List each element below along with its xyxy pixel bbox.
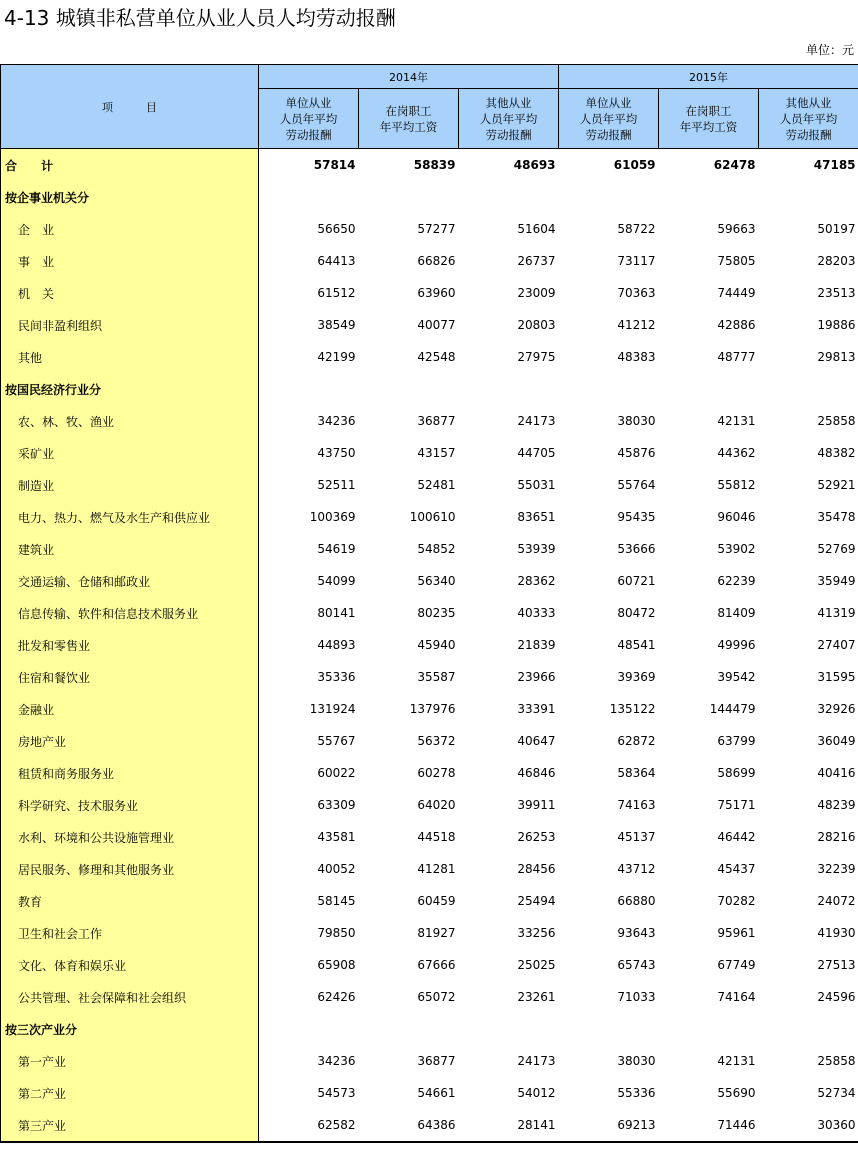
value-cell: 54099 bbox=[317, 574, 356, 588]
table-row bbox=[1, 885, 858, 917]
table-row bbox=[1, 533, 858, 565]
table-row bbox=[1, 981, 858, 1013]
value-cell: 42886 bbox=[717, 318, 756, 332]
value-cell: 42131 bbox=[717, 1054, 756, 1068]
value-cell: 74449 bbox=[717, 286, 756, 300]
row-label-cell bbox=[1, 309, 259, 341]
row-label: 金融业 bbox=[18, 702, 55, 717]
value-cell: 39542 bbox=[717, 670, 756, 684]
value-cell: 23261 bbox=[517, 990, 556, 1004]
value-cell: 65072 bbox=[417, 990, 456, 1004]
year-header-2014: 2014年 bbox=[259, 65, 559, 89]
row-label: 住宿和餐饮业 bbox=[18, 670, 91, 685]
value-cell: 28456 bbox=[517, 862, 556, 876]
value-cell bbox=[259, 181, 359, 213]
value-cell: 39911 bbox=[517, 798, 556, 812]
page-title: 4-13 城镇非私营单位从业人员人均劳动报酬 bbox=[4, 6, 396, 30]
value-cell: 46846 bbox=[517, 766, 556, 780]
value-cell bbox=[359, 1013, 459, 1045]
value-cell: 57814 bbox=[313, 158, 356, 172]
value-cell: 63799 bbox=[717, 734, 756, 748]
value-cell: 100369 bbox=[309, 510, 356, 524]
row-label-cell bbox=[1, 149, 259, 182]
value-cell: 23009 bbox=[517, 286, 556, 300]
value-cell: 27975 bbox=[517, 350, 556, 364]
value-cell: 35587 bbox=[417, 670, 456, 684]
value-cell: 60721 bbox=[617, 574, 656, 588]
value-cell: 52734 bbox=[817, 1086, 856, 1100]
row-label: 民间非盈利组织 bbox=[18, 318, 103, 333]
row-label-cell bbox=[1, 885, 259, 917]
value-cell bbox=[459, 1013, 559, 1045]
table-row bbox=[1, 693, 858, 725]
value-cell: 48382 bbox=[817, 446, 856, 460]
value-cell: 40416 bbox=[817, 766, 856, 780]
value-cell: 21839 bbox=[517, 638, 556, 652]
table-row bbox=[1, 1045, 858, 1077]
value-cell: 62872 bbox=[617, 734, 656, 748]
value-cell: 71446 bbox=[659, 1109, 759, 1142]
value-cell: 23513 bbox=[817, 286, 856, 300]
table-row bbox=[1, 437, 858, 469]
table-row bbox=[1, 821, 858, 853]
value-cell: 48777 bbox=[717, 350, 756, 364]
value-cell: 137976 bbox=[409, 702, 456, 716]
value-cell: 24173 bbox=[517, 1054, 556, 1068]
row-label: 合 计 bbox=[5, 158, 54, 173]
value-cell: 45437 bbox=[717, 862, 756, 876]
value-cell: 31595 bbox=[817, 670, 856, 684]
value-cell: 44362 bbox=[717, 446, 756, 460]
total-row bbox=[1, 149, 858, 182]
table-row bbox=[1, 725, 858, 757]
value-cell: 50197 bbox=[817, 222, 856, 236]
value-cell: 52769 bbox=[817, 542, 856, 556]
value-cell: 73117 bbox=[617, 254, 656, 268]
row-label-cell bbox=[1, 1045, 259, 1077]
row-label-cell bbox=[1, 277, 259, 309]
row-label-cell bbox=[1, 501, 259, 533]
table-row bbox=[1, 469, 858, 501]
section-row bbox=[1, 373, 858, 405]
value-cell: 100610 bbox=[409, 510, 456, 524]
value-cell bbox=[559, 181, 659, 213]
value-cell: 55767 bbox=[317, 734, 356, 748]
row-label: 农、林、牧、渔业 bbox=[18, 414, 115, 429]
value-cell: 81409 bbox=[717, 606, 756, 620]
value-cell: 25858 bbox=[817, 414, 856, 428]
value-cell: 34236 bbox=[317, 1054, 356, 1068]
row-label-cell bbox=[1, 725, 259, 757]
col-header-avg-compensation: 单位从业 人员年平均 劳动报酬 bbox=[559, 89, 659, 149]
value-cell: 33256 bbox=[517, 926, 556, 940]
value-cell: 53939 bbox=[517, 542, 556, 556]
value-cell: 55031 bbox=[517, 478, 556, 492]
row-label-cell bbox=[1, 245, 259, 277]
table-row bbox=[1, 1077, 858, 1109]
year-header-2015: 2015年 bbox=[559, 65, 858, 89]
value-cell: 58699 bbox=[717, 766, 756, 780]
value-cell: 24596 bbox=[817, 990, 856, 1004]
value-cell: 40333 bbox=[517, 606, 556, 620]
table-row bbox=[1, 597, 858, 629]
value-cell: 28203 bbox=[817, 254, 856, 268]
row-label-cell bbox=[1, 341, 259, 373]
value-cell bbox=[759, 373, 858, 405]
row-label: 科学研究、技术服务业 bbox=[18, 798, 139, 813]
value-cell: 64386 bbox=[359, 1109, 459, 1142]
row-label: 信息传输、软件和信息技术服务业 bbox=[18, 606, 199, 621]
value-cell bbox=[559, 1013, 659, 1045]
value-cell bbox=[659, 1013, 759, 1045]
value-cell: 67666 bbox=[417, 958, 456, 972]
value-cell: 44518 bbox=[417, 830, 456, 844]
value-cell: 63309 bbox=[317, 798, 356, 812]
value-cell: 58364 bbox=[617, 766, 656, 780]
value-cell: 29813 bbox=[817, 350, 856, 364]
value-cell: 75171 bbox=[717, 798, 756, 812]
value-cell: 35478 bbox=[817, 510, 856, 524]
value-cell: 55812 bbox=[717, 478, 756, 492]
value-cell: 43750 bbox=[317, 446, 356, 460]
value-cell: 49996 bbox=[717, 638, 756, 652]
table-row bbox=[1, 309, 858, 341]
value-cell: 20803 bbox=[517, 318, 556, 332]
row-label: 企 业 bbox=[18, 222, 55, 237]
value-cell: 48239 bbox=[817, 798, 856, 812]
value-cell bbox=[559, 373, 659, 405]
value-cell: 45876 bbox=[617, 446, 656, 460]
row-label: 建筑业 bbox=[18, 542, 55, 557]
value-cell: 27407 bbox=[817, 638, 856, 652]
value-cell: 28362 bbox=[517, 574, 556, 588]
value-cell: 19886 bbox=[817, 318, 856, 332]
row-label-cell bbox=[1, 821, 259, 853]
value-cell: 35949 bbox=[817, 574, 856, 588]
value-cell: 47185 bbox=[813, 158, 856, 172]
table-row bbox=[1, 277, 858, 309]
value-cell: 58839 bbox=[413, 158, 456, 172]
value-cell: 65908 bbox=[317, 958, 356, 972]
value-cell: 95435 bbox=[617, 510, 656, 524]
row-label-cell bbox=[1, 181, 259, 213]
row-label: 制造业 bbox=[18, 478, 55, 493]
value-cell bbox=[659, 373, 759, 405]
value-cell: 51604 bbox=[517, 222, 556, 236]
table-row bbox=[1, 949, 858, 981]
value-cell: 74164 bbox=[717, 990, 756, 1004]
row-label: 采矿业 bbox=[18, 446, 55, 461]
col-header-avg-compensation: 单位从业 人员年平均 劳动报酬 bbox=[259, 89, 359, 149]
value-cell: 80235 bbox=[417, 606, 456, 620]
value-cell: 75805 bbox=[717, 254, 756, 268]
value-cell: 65743 bbox=[617, 958, 656, 972]
value-cell: 61059 bbox=[613, 158, 656, 172]
table-row bbox=[1, 245, 858, 277]
value-cell: 70363 bbox=[617, 286, 656, 300]
value-cell: 36877 bbox=[417, 414, 456, 428]
value-cell: 43712 bbox=[617, 862, 656, 876]
value-cell: 66826 bbox=[417, 254, 456, 268]
row-label-cell bbox=[1, 661, 259, 693]
value-cell bbox=[459, 373, 559, 405]
table-row bbox=[1, 501, 858, 533]
value-cell: 36049 bbox=[817, 734, 856, 748]
row-label-cell bbox=[1, 629, 259, 661]
value-cell: 39369 bbox=[617, 670, 656, 684]
row-label: 教育 bbox=[18, 894, 43, 909]
value-cell: 41281 bbox=[417, 862, 456, 876]
value-cell: 64020 bbox=[417, 798, 456, 812]
value-cell: 25025 bbox=[517, 958, 556, 972]
value-cell: 93643 bbox=[617, 926, 656, 940]
row-label: 机 关 bbox=[18, 286, 55, 301]
row-label-cell bbox=[1, 1013, 259, 1045]
row-label-cell bbox=[1, 213, 259, 245]
value-cell: 41930 bbox=[817, 926, 856, 940]
value-cell bbox=[259, 1013, 359, 1045]
row-label-cell bbox=[1, 469, 259, 501]
row-label-cell bbox=[1, 405, 259, 437]
col-header-other-compensation: 其他从业 人员年平均 劳动报酬 bbox=[459, 89, 559, 149]
value-cell bbox=[759, 1013, 858, 1045]
row-label-cell bbox=[1, 533, 259, 565]
row-label: 电力、热力、燃气及水生产和供应业 bbox=[18, 510, 211, 525]
data-table bbox=[0, 64, 858, 1143]
value-cell: 62582 bbox=[259, 1109, 359, 1142]
value-cell: 38030 bbox=[617, 414, 656, 428]
col-header-other-compensation: 其他从业 人员年平均 劳动报酬 bbox=[759, 89, 858, 149]
row-label: 居民服务、修理和其他服务业 bbox=[18, 862, 175, 877]
value-cell bbox=[459, 181, 559, 213]
value-cell: 54619 bbox=[317, 542, 356, 556]
row-label: 公共管理、社会保障和社会组织 bbox=[18, 990, 187, 1005]
value-cell: 40647 bbox=[517, 734, 556, 748]
value-cell: 33391 bbox=[517, 702, 556, 716]
value-cell: 56650 bbox=[317, 222, 356, 236]
table-row bbox=[1, 853, 858, 885]
table-row bbox=[1, 917, 858, 949]
value-cell: 48541 bbox=[617, 638, 656, 652]
value-cell: 54661 bbox=[417, 1086, 456, 1100]
value-cell: 71033 bbox=[617, 990, 656, 1004]
value-cell: 80141 bbox=[317, 606, 356, 620]
value-cell: 28141 bbox=[459, 1109, 559, 1142]
row-label-cell bbox=[1, 1109, 259, 1142]
value-cell: 62426 bbox=[317, 990, 356, 1004]
value-cell: 58145 bbox=[317, 894, 356, 908]
value-cell: 36877 bbox=[417, 1054, 456, 1068]
value-cell: 43157 bbox=[417, 446, 456, 460]
table-row bbox=[1, 789, 858, 821]
row-label: 第三产业 bbox=[18, 1118, 67, 1133]
value-cell: 60459 bbox=[417, 894, 456, 908]
table-row bbox=[1, 405, 858, 437]
col-header-avg-wage: 在岗职工 年平均工资 bbox=[659, 89, 759, 149]
row-label: 文化、体育和娱乐业 bbox=[18, 958, 127, 973]
row-label: 其他 bbox=[18, 350, 43, 365]
row-label-cell bbox=[1, 373, 259, 405]
value-cell: 41212 bbox=[617, 318, 656, 332]
value-cell: 27513 bbox=[817, 958, 856, 972]
row-label: 按三次产业分 bbox=[5, 1022, 78, 1037]
value-cell: 52481 bbox=[417, 478, 456, 492]
value-cell: 69213 bbox=[559, 1109, 659, 1142]
row-label-cell bbox=[1, 949, 259, 981]
value-cell: 81927 bbox=[417, 926, 456, 940]
col-header-avg-wage: 在岗职工 年平均工资 bbox=[359, 89, 459, 149]
value-cell bbox=[259, 373, 359, 405]
value-cell: 34236 bbox=[317, 414, 356, 428]
value-cell: 25494 bbox=[517, 894, 556, 908]
value-cell: 59663 bbox=[717, 222, 756, 236]
value-cell: 54573 bbox=[317, 1086, 356, 1100]
value-cell: 54852 bbox=[417, 542, 456, 556]
value-cell: 52511 bbox=[317, 478, 356, 492]
table-row bbox=[1, 757, 858, 789]
value-cell: 53902 bbox=[717, 542, 756, 556]
value-cell: 66880 bbox=[617, 894, 656, 908]
value-cell: 38030 bbox=[617, 1054, 656, 1068]
row-label: 第一产业 bbox=[18, 1054, 67, 1069]
table-body bbox=[1, 149, 858, 1143]
table-row bbox=[1, 341, 858, 373]
row-label-cell bbox=[1, 789, 259, 821]
header-row-years bbox=[1, 65, 858, 89]
value-cell: 62478 bbox=[713, 158, 756, 172]
value-cell: 24072 bbox=[817, 894, 856, 908]
row-label: 批发和零售业 bbox=[18, 638, 91, 653]
row-label-cell bbox=[1, 981, 259, 1013]
table-row bbox=[1, 213, 858, 245]
value-cell: 48693 bbox=[513, 158, 556, 172]
section-row bbox=[1, 181, 858, 213]
row-label: 水利、环境和公共设施管理业 bbox=[18, 830, 175, 845]
row-label-cell bbox=[1, 565, 259, 597]
value-cell: 45940 bbox=[417, 638, 456, 652]
value-cell: 80472 bbox=[617, 606, 656, 620]
value-cell: 35336 bbox=[317, 670, 356, 684]
value-cell bbox=[359, 373, 459, 405]
value-cell: 46442 bbox=[717, 830, 756, 844]
row-label-cell bbox=[1, 693, 259, 725]
row-label: 租赁和商务服务业 bbox=[18, 766, 115, 781]
table-row bbox=[1, 1109, 858, 1142]
section-row bbox=[1, 1013, 858, 1045]
value-cell: 32239 bbox=[817, 862, 856, 876]
value-cell: 56372 bbox=[417, 734, 456, 748]
table-row bbox=[1, 661, 858, 693]
row-label: 按国民经济行业分 bbox=[5, 382, 102, 397]
value-cell: 38549 bbox=[317, 318, 356, 332]
value-cell: 131924 bbox=[309, 702, 356, 716]
value-cell: 45137 bbox=[617, 830, 656, 844]
row-label-cell bbox=[1, 853, 259, 885]
value-cell: 32926 bbox=[817, 702, 856, 716]
value-cell: 30360 bbox=[759, 1109, 858, 1142]
value-cell: 55690 bbox=[717, 1086, 756, 1100]
value-cell bbox=[659, 181, 759, 213]
value-cell: 63960 bbox=[417, 286, 456, 300]
value-cell: 79850 bbox=[317, 926, 356, 940]
value-cell: 60278 bbox=[417, 766, 456, 780]
row-label: 按企事业机关分 bbox=[5, 190, 90, 205]
value-cell: 43581 bbox=[317, 830, 356, 844]
value-cell: 26253 bbox=[517, 830, 556, 844]
value-cell: 52921 bbox=[817, 478, 856, 492]
value-cell: 67749 bbox=[717, 958, 756, 972]
table-row bbox=[1, 629, 858, 661]
value-cell: 53666 bbox=[617, 542, 656, 556]
value-cell: 42548 bbox=[417, 350, 456, 364]
value-cell: 58722 bbox=[617, 222, 656, 236]
value-cell: 23966 bbox=[517, 670, 556, 684]
value-cell: 40052 bbox=[317, 862, 356, 876]
value-cell: 61512 bbox=[317, 286, 356, 300]
value-cell: 24173 bbox=[517, 414, 556, 428]
value-cell: 44705 bbox=[517, 446, 556, 460]
value-cell: 26737 bbox=[517, 254, 556, 268]
row-label-cell bbox=[1, 597, 259, 629]
value-cell: 55336 bbox=[617, 1086, 656, 1100]
table-row bbox=[1, 565, 858, 597]
value-cell: 96046 bbox=[717, 510, 756, 524]
row-label: 房地产业 bbox=[18, 734, 67, 749]
row-label-cell bbox=[1, 437, 259, 469]
value-cell: 42131 bbox=[717, 414, 756, 428]
value-cell: 56340 bbox=[417, 574, 456, 588]
row-label: 卫生和社会工作 bbox=[18, 926, 103, 941]
value-cell: 55764 bbox=[617, 478, 656, 492]
row-label-cell bbox=[1, 917, 259, 949]
value-cell: 74163 bbox=[617, 798, 656, 812]
value-cell: 48383 bbox=[617, 350, 656, 364]
value-cell: 64413 bbox=[317, 254, 356, 268]
row-label-cell bbox=[1, 1077, 259, 1109]
item-column-header: 项 目 bbox=[1, 65, 259, 149]
value-cell: 42199 bbox=[317, 350, 356, 364]
value-cell: 144479 bbox=[709, 702, 756, 716]
value-cell: 54012 bbox=[517, 1086, 556, 1100]
value-cell: 25858 bbox=[817, 1054, 856, 1068]
row-label: 事 业 bbox=[18, 254, 55, 269]
value-cell: 57277 bbox=[417, 222, 456, 236]
row-label: 交通运输、仓储和邮政业 bbox=[18, 574, 151, 589]
value-cell: 28216 bbox=[817, 830, 856, 844]
row-label: 第二产业 bbox=[18, 1086, 67, 1101]
unit-label: 单位：元 bbox=[805, 43, 854, 57]
row-label-cell bbox=[1, 757, 259, 789]
value-cell: 60022 bbox=[317, 766, 356, 780]
value-cell: 70282 bbox=[717, 894, 756, 908]
value-cell: 135122 bbox=[609, 702, 656, 716]
value-cell bbox=[759, 181, 858, 213]
value-cell: 83651 bbox=[517, 510, 556, 524]
value-cell: 95961 bbox=[717, 926, 756, 940]
value-cell bbox=[359, 181, 459, 213]
value-cell: 41319 bbox=[817, 606, 856, 620]
value-cell: 40077 bbox=[417, 318, 456, 332]
value-cell: 44893 bbox=[317, 638, 356, 652]
value-cell: 62239 bbox=[717, 574, 756, 588]
